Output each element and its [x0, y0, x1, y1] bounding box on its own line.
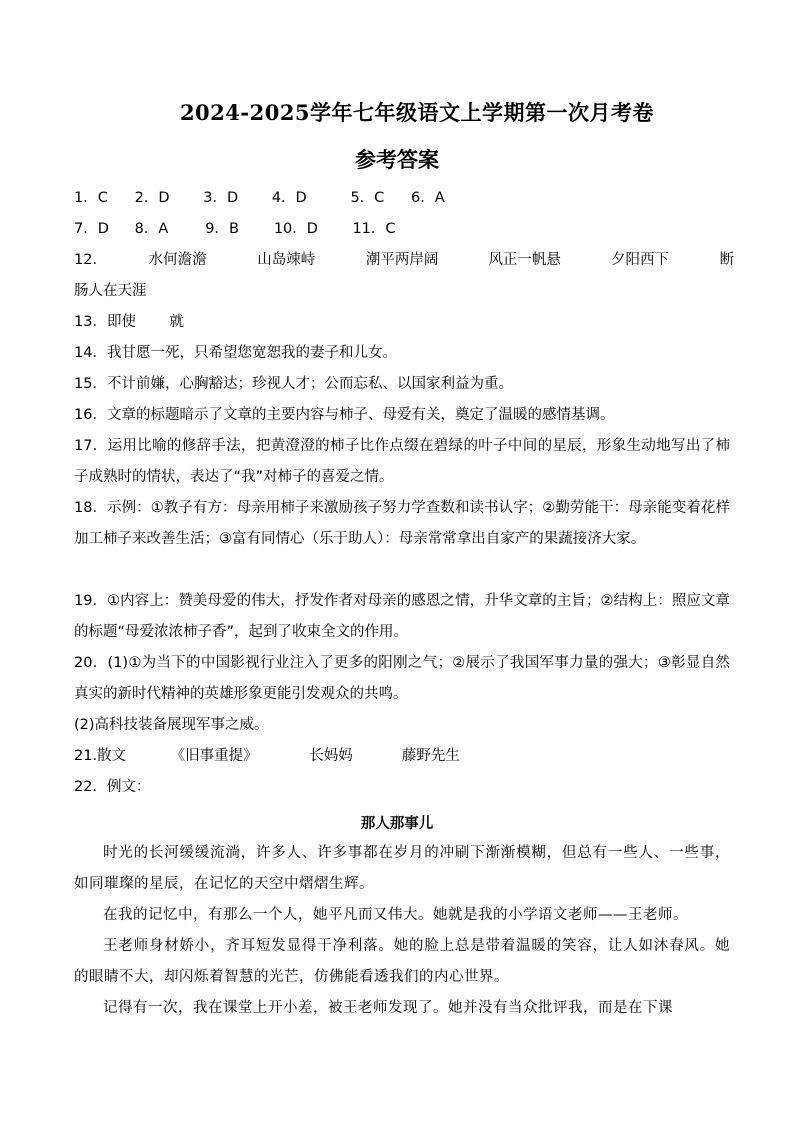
- document-subtitle: 参考答案: [355, 147, 439, 172]
- essay-paragraph: 王老师身材娇小，齐耳短发显得干净利落。她的脸上总是带着温暖的笑容，让人如沐春风。她的眼睛不大，却闪烁着智慧的光芒，仿佛能看透我们的内心世界。: [74, 938, 730, 985]
- answer-21: [74, 741, 734, 772]
- answer-item: 5．C: [350, 190, 385, 206]
- answer-item: 9．B: [205, 221, 239, 237]
- essay-title: 那人那事儿: [360, 816, 434, 832]
- choice-answers-row-1: [74, 183, 734, 214]
- essay-paragraph: 记得有一次，我在课堂上开小差，被王老师发现了。她并没有当众批评我，而是在下课: [103, 1000, 673, 1016]
- answer-18: 18．示例：①教子有方：母亲用柿子来激励孩子努力学查数和读书认字；②勤劳能干：母亲能变着花样加工柿子来改善生活；③富有同情心（乐于助人）：母亲常常拿出自家产的果蔬接济大家。: [74, 500, 730, 547]
- answer-item: 水何澹澹: [148, 252, 207, 268]
- answer-item: 11．C: [352, 221, 396, 237]
- answer-22: 22．例文：: [74, 779, 151, 795]
- answer-13: 13．即使 就: [74, 314, 185, 330]
- answer-15: 15．不计前嫌，心胸豁达；珍视人才；公而忘私、以国家利益为重。: [74, 376, 513, 392]
- document-title: 2024-2025学年七年级语文上学期第一次月考卷: [179, 100, 655, 125]
- answer-item: 夕阳西下: [611, 252, 670, 268]
- answer-14: 14．我甘愿一死，只希望您宽恕我的妻子和儿女。: [74, 345, 397, 361]
- answer-item: 《旧事重提》: [170, 748, 258, 764]
- answer-20-part-1: 20．(1)①为当下的中国影视行业注入了更多的阳刚之气；②展示了我国军事力量的强大；③彰显自然真实的新时代精神的英雄形象更能引发观众的共鸣。: [74, 655, 730, 702]
- answer-item: 8．A: [134, 221, 169, 237]
- answer-item: 21.散文: [74, 748, 127, 764]
- answer-item: 2．D: [134, 190, 170, 206]
- answer-item: 7．D: [74, 221, 109, 237]
- answer-item: 潮平两岸阔: [365, 252, 439, 268]
- answer-item: 藤野先生: [401, 748, 460, 764]
- answer-item: 6．A: [411, 190, 445, 206]
- choice-answers-row-2: [74, 214, 734, 245]
- answer-item: 1．C: [74, 190, 108, 206]
- essay-paragraph: 在我的记忆中，有那么一个人，她平凡而又伟大。她就是我的小学语文老师——王老师。: [103, 907, 688, 923]
- answer-item: 风正一帆悬: [488, 252, 561, 268]
- essay-paragraph: 时光的长河缓缓流淌，许多人、许多事都在岁月的冲刷下渐渐模糊，但总有一些人、一些事，如同璀璨的星辰，在记忆的天空中熠熠生辉。: [74, 845, 730, 892]
- answer-12-continuation: 肠人在天涯: [74, 283, 147, 299]
- answer-12: [74, 245, 734, 307]
- answer-item: 山岛竦峙: [257, 252, 316, 268]
- answer-item: 10．D: [273, 221, 318, 237]
- answer-20-part-2: (2)高科技装备展现军事之威。: [74, 717, 269, 733]
- answer-item: 长妈妈: [309, 748, 353, 764]
- answer-16: 16．文章的标题暗示了文章的主要内容与柿子、母爱有关，奠定了温暖的感情基调。: [74, 407, 615, 423]
- answer-19: 19．①内容上：赞美母爱的伟大，抒发作者对母亲的感恩之情，升华文章的主旨；②结构上：照应文章的标题“母爱浓浓柿子香”，起到了收束全文的作用。: [74, 593, 730, 640]
- answer-item: 断: [719, 252, 735, 268]
- answer-item: 3．D: [203, 190, 239, 206]
- answer-17: 17．运用比喻的修辞手法，把黄澄澄的柿子比作点缀在碧绿的叶子中间的星辰，形象生动地写出了柿子成熟时的情状，表达了“我”对柿子的喜爱之情。: [74, 438, 730, 485]
- question-number: 12．: [74, 252, 107, 268]
- answer-item: 4．D: [271, 190, 307, 206]
